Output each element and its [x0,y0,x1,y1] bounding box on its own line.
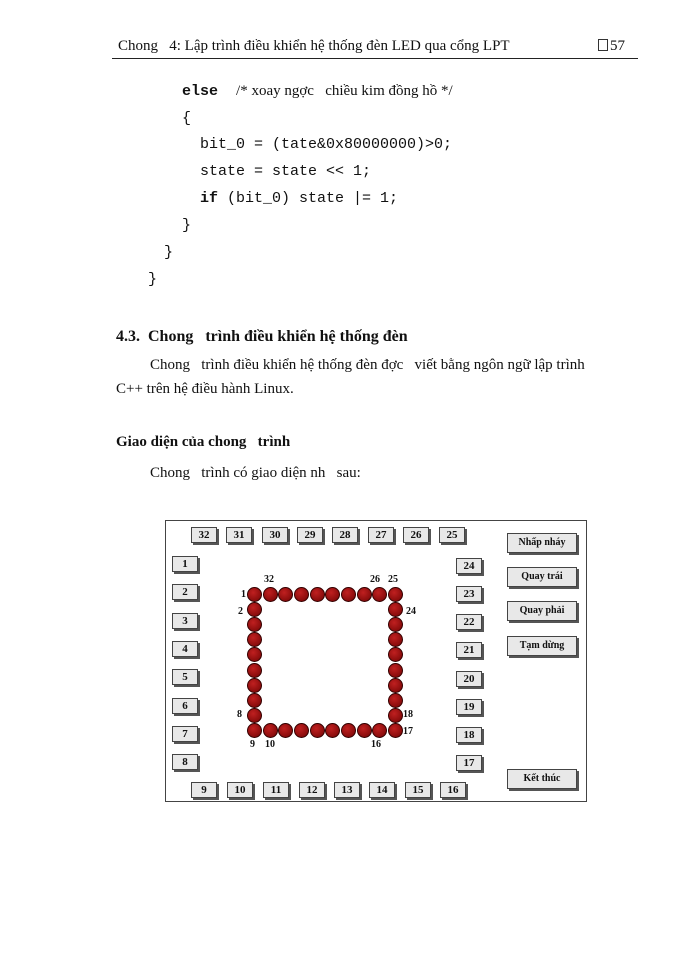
led-button-22[interactable]: 22 [456,614,482,630]
led-light [247,693,262,708]
led-light [388,708,403,723]
led-button-5[interactable]: 5 [172,669,198,685]
led-label-25: 25 [388,574,398,585]
code-keyword-if: if [200,190,219,207]
led-label-2: 2 [238,606,243,617]
led-light [388,587,403,602]
led-control-window [165,520,587,802]
led-light [294,723,309,738]
led-light [247,723,262,738]
led-button-24[interactable]: 24 [456,558,482,574]
led-light [247,617,262,632]
led-light [388,663,403,678]
led-button-27[interactable]: 27 [368,527,394,543]
led-light [294,587,309,602]
led-label-32: 32 [264,574,274,585]
section-heading: 4.3. Chong trình điều khiển hệ thống đèn [116,328,408,345]
led-light [278,587,293,602]
header-rule [112,58,638,59]
page-icon [598,39,608,51]
code-line-else [182,83,453,100]
code-comment: /* xoay ngợc chiều kim đồng hồ */ [236,83,453,99]
led-button-13[interactable]: 13 [334,782,360,798]
led-light [341,587,356,602]
led-label-16: 16 [371,739,381,750]
led-button-8[interactable]: 8 [172,754,198,770]
led-label-17: 17 [403,726,413,737]
page-header-title: Chong 4: Lập trình điều khiển hệ thống đèn LED qua cổng LPT [118,38,510,54]
led-button-15[interactable]: 15 [405,782,431,798]
led-light [325,587,340,602]
code-open-brace: { [182,110,192,127]
subsection-paragraph: Chong trình có giao diện nh sau: [150,465,361,481]
led-button-28[interactable]: 28 [332,527,358,543]
code-close-brace-3: } [148,271,158,288]
led-button-31[interactable]: 31 [226,527,252,543]
led-light [357,587,372,602]
led-button-2[interactable]: 2 [172,584,198,600]
led-button-18[interactable]: 18 [456,727,482,743]
led-button-4[interactable]: 4 [172,641,198,657]
led-light [278,723,293,738]
led-light [247,678,262,693]
section-paragraph-line1: Chong trình điều khiển hệ thống đèn đợc viết bằng ngôn ngữ lập trình [150,357,585,373]
led-light [247,708,262,723]
led-light [341,723,356,738]
led-button-25[interactable]: 25 [439,527,465,543]
led-label-26: 26 [370,574,380,585]
led-light [325,723,340,738]
code-close-brace-2: } [164,244,174,261]
led-button-9[interactable]: 9 [191,782,217,798]
led-label-1: 1 [241,589,246,600]
led-light [247,647,262,662]
led-button-6[interactable]: 6 [172,698,198,714]
led-button-14[interactable]: 14 [369,782,395,798]
led-button-23[interactable]: 23 [456,586,482,602]
led-button-19[interactable]: 19 [456,699,482,715]
led-button-29[interactable]: 29 [297,527,323,543]
led-light [310,587,325,602]
pause-button[interactable]: Tạm dừng [507,636,577,656]
led-button-16[interactable]: 16 [440,782,466,798]
led-button-32[interactable]: 32 [191,527,217,543]
section-paragraph-line2: C++ trên hệ điều hành Linux. [116,381,294,397]
led-light [388,693,403,708]
led-light [372,723,387,738]
page-number [598,38,625,55]
led-label-24: 24 [406,606,416,617]
led-light [388,632,403,647]
led-button-11[interactable]: 11 [263,782,289,798]
led-button-26[interactable]: 26 [403,527,429,543]
rotate-right-button[interactable]: Quay phải [507,601,577,621]
led-button-3[interactable]: 3 [172,613,198,629]
led-label-8: 8 [237,709,242,720]
led-light [357,723,372,738]
led-button-20[interactable]: 20 [456,671,482,687]
rotate-left-button[interactable]: Quay trái [507,567,577,587]
code-if-rest: (bit_0) state |= 1; [218,190,399,207]
led-button-1[interactable]: 1 [172,556,198,572]
led-button-21[interactable]: 21 [456,642,482,658]
led-light [388,617,403,632]
led-label-18: 18 [403,709,413,720]
led-light [263,723,278,738]
led-light [247,602,262,617]
page-number-value: 57 [610,38,625,54]
led-light [263,587,278,602]
led-light [388,678,403,693]
led-button-10[interactable]: 10 [227,782,253,798]
code-line-shift: state = state << 1; [200,163,372,180]
led-light [247,663,262,678]
led-button-17[interactable]: 17 [456,755,482,771]
led-button-7[interactable]: 7 [172,726,198,742]
led-light [247,632,262,647]
code-line-if [200,190,398,207]
subsection-heading: Giao diện của chong trình [116,434,291,450]
exit-button[interactable]: Kết thúc [507,769,577,789]
led-light [388,723,403,738]
led-label-10: 10 [265,739,275,750]
code-close-brace-1: } [182,217,192,234]
led-light [310,723,325,738]
led-button-12[interactable]: 12 [299,782,325,798]
led-light [247,587,262,602]
code-line-bit0: bit_0 = (tate&0x80000000)>0; [200,136,453,153]
led-label-9: 9 [250,739,255,750]
led-light [388,647,403,662]
led-light [372,587,387,602]
code-keyword-else: else [182,83,219,100]
led-button-30[interactable]: 30 [262,527,288,543]
blink-button[interactable]: Nhấp nháy [507,533,577,553]
led-light [388,602,403,617]
